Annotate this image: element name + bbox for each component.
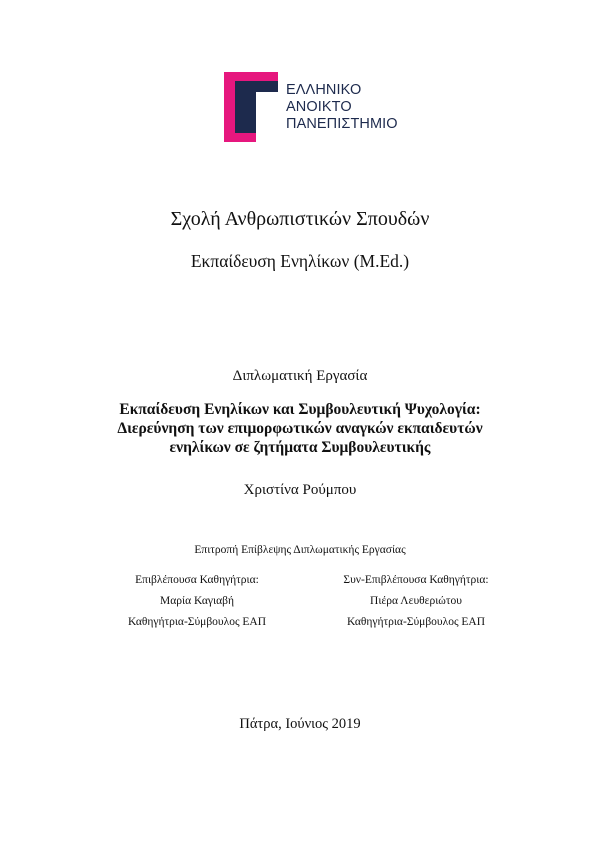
co-supervisor-name: Πιέρα Λευθεριώτου [370, 595, 462, 607]
thesis-type: Διπλωματική Εργασία [232, 368, 368, 384]
supervisor-role: Επιβλέπουσα Καθηγήτρια: [135, 574, 259, 586]
logo-line-2: ΑΝΟΙΚΤΟ [286, 99, 352, 115]
thesis-title-line-2: Διερεύνηση των επιμορφωτικών αναγκών εκπαιδευτών [117, 420, 483, 437]
logo-mark-icon [222, 70, 284, 144]
school-name: Σχολή Ανθρωπιστικών Σπουδών [170, 208, 430, 230]
author-name: Χριστίνα Ρούμπου [243, 482, 357, 498]
committee-heading: Επιτροπή Επίβλεψης Διπλωματικής Εργασίας [194, 544, 406, 556]
thesis-title-line-1: Εκπαίδευση Ενηλίκων και Συμβουλευτική Ψυχολογία: [119, 401, 481, 418]
logo-wordmark [286, 82, 398, 133]
supervisor-name: Μαρία Καγιαβή [160, 595, 234, 607]
co-supervisor-title: Καθηγήτρια-Σύμβουλος ΕΑΠ [346, 616, 486, 628]
co-supervisor-block [306, 570, 526, 633]
supervisor-block [87, 570, 307, 633]
logo-line-1: ΕΛΛΗΝΙΚΟ [286, 82, 362, 98]
logo-line-3: ΠΑΝΕΠΙΣΤΗΜΙΟ [286, 116, 398, 132]
co-supervisor-role: Συν-Επιβλέπουσα Καθηγήτρια: [343, 574, 489, 586]
thesis-title-line-3: ενηλίκων σε ζητήματα Συμβουλευτικής [169, 439, 431, 456]
university-logo [222, 70, 412, 144]
place-date: Πάτρα, Ιούνιος 2019 [239, 716, 361, 732]
supervisor-title: Καθηγήτρια-Σύμβουλος ΕΑΠ [127, 616, 267, 628]
thesis-title [0, 400, 600, 457]
program-name: Εκπαίδευση Ενηλίκων (M.Ed.) [190, 251, 410, 271]
